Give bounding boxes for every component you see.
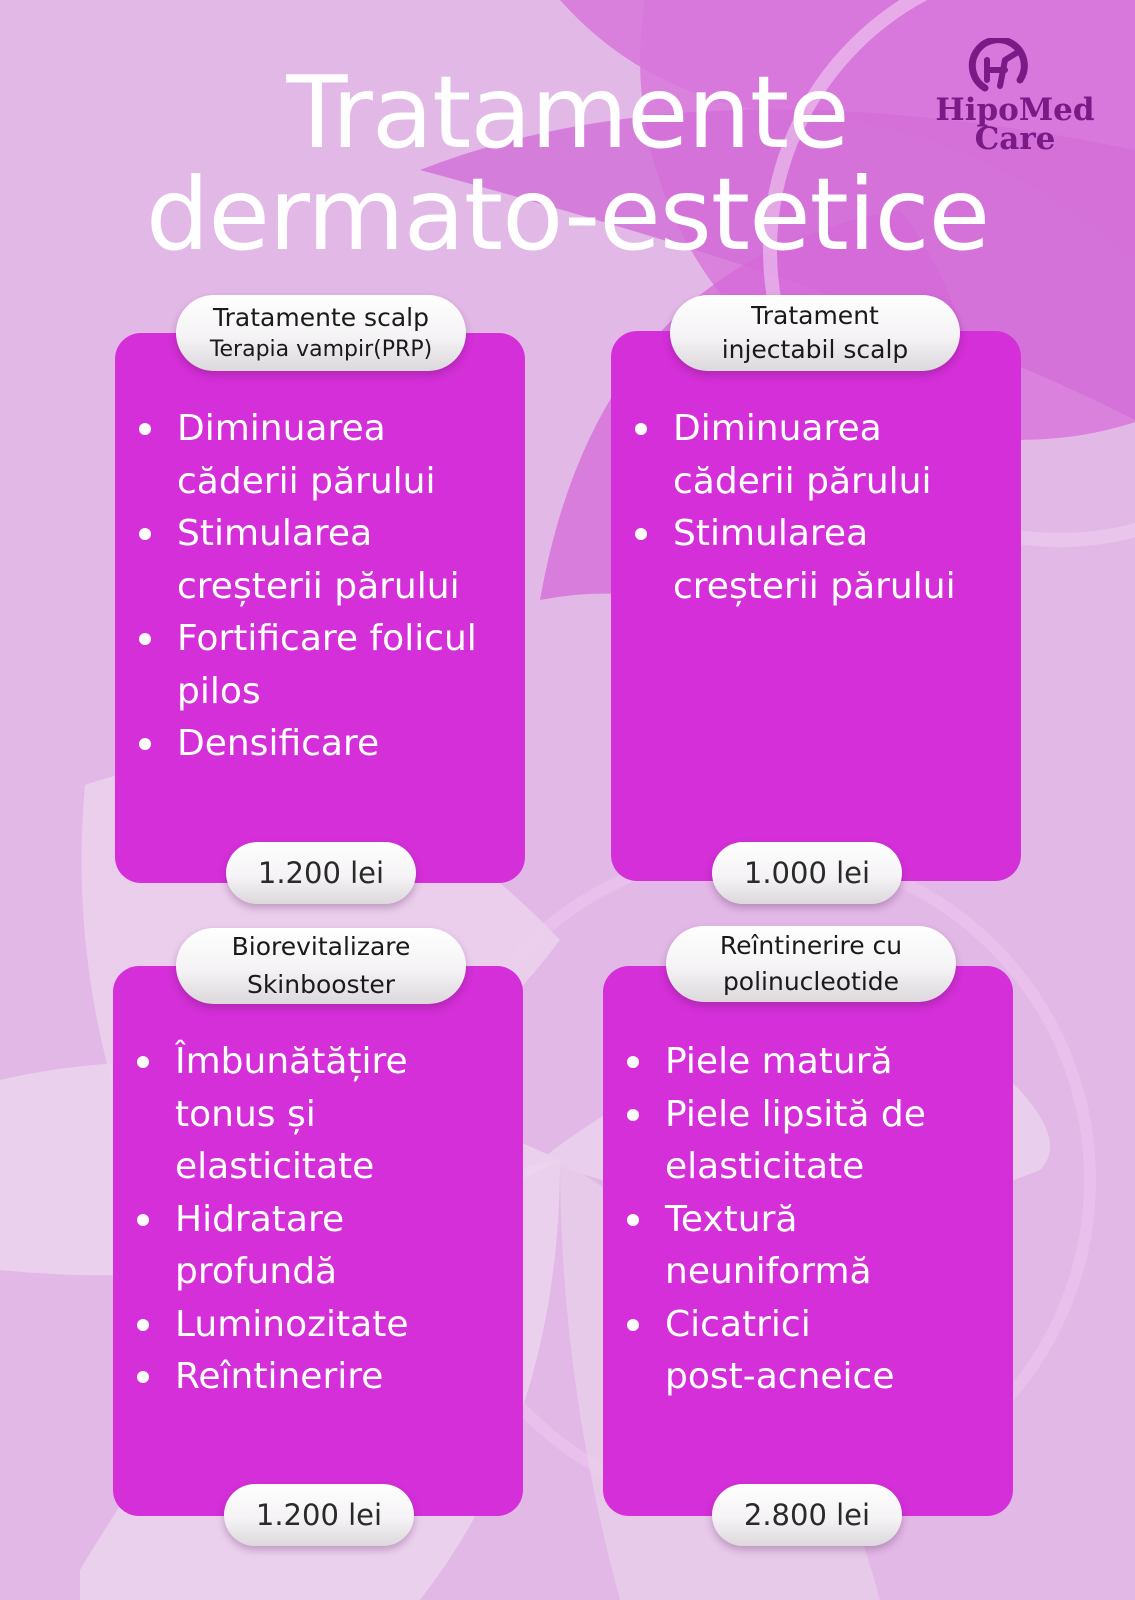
list-item-line: elasticitate — [665, 1146, 865, 1187]
bullet-icon — [139, 528, 151, 540]
card-header-line-2: Terapia vampir(PRP) — [209, 337, 433, 362]
list-item-line: Diminuarea — [177, 408, 386, 449]
list-item — [603, 1194, 1003, 1299]
list-item-line: Luminozitate — [175, 1303, 409, 1345]
list-item-line: Cicatrici — [665, 1303, 811, 1345]
bullet-icon — [635, 528, 647, 540]
list-item — [113, 1299, 513, 1352]
price-label: 1.200 lei — [255, 1498, 383, 1532]
list-item — [115, 403, 515, 508]
logo-text-line-2: Care — [974, 121, 1056, 157]
list-item-line: neuniformă — [665, 1251, 872, 1292]
list-item-line: creșterii părului — [177, 565, 460, 607]
bullet-icon — [139, 423, 151, 435]
bullet-icon — [137, 1371, 149, 1383]
list-item-line: căderii părului — [673, 460, 932, 502]
bullet-icon — [627, 1214, 639, 1226]
bullet-icon — [137, 1319, 149, 1331]
benefits-list — [113, 1036, 513, 1404]
list-item-line: creșterii părului — [673, 565, 956, 607]
card-header-line-2: Skinbooster — [246, 970, 396, 999]
hipomed-logo-icon — [930, 38, 1100, 98]
title-line-1: Tratamente — [286, 54, 849, 171]
list-item-line: căderii părului — [177, 460, 436, 502]
benefits-list — [611, 403, 1011, 613]
card-header-line-2: injectabil scalp — [721, 335, 909, 364]
list-item — [603, 1299, 1003, 1404]
list-item-line: Stimularea — [673, 513, 869, 554]
list-item — [115, 508, 515, 613]
card-header-line-1: Tratamente scalp — [213, 303, 429, 332]
price-badge — [226, 842, 416, 904]
bullet-icon — [635, 423, 647, 435]
treatment-card — [113, 966, 523, 1516]
bullet-icon — [627, 1109, 639, 1121]
card-header-line-1: Reîntinerire cu — [719, 931, 903, 960]
bullet-icon — [627, 1056, 639, 1068]
list-item-line: post-acneice — [665, 1356, 895, 1397]
list-item-line: Fortificare folicul — [177, 618, 477, 659]
card-header-badge — [176, 928, 466, 1004]
card-header-badge — [666, 926, 956, 1002]
list-item — [611, 508, 1011, 613]
list-item-line: Piele matură — [665, 1041, 893, 1082]
treatment-card — [603, 966, 1013, 1516]
benefits-list — [115, 403, 515, 771]
treatment-card — [115, 333, 525, 883]
list-item-line: Densificare — [177, 723, 380, 764]
bullet-icon — [139, 633, 151, 645]
logo-text — [930, 92, 1100, 157]
benefits-list — [603, 1036, 1003, 1404]
list-item-line: Piele lipsită de — [665, 1093, 926, 1135]
bullet-icon — [137, 1056, 149, 1068]
list-item — [603, 1036, 1003, 1089]
list-item-line: Reîntinerire — [175, 1356, 384, 1397]
list-item-line: Hidratare — [175, 1198, 345, 1240]
price-label: 2.800 lei — [743, 1498, 871, 1532]
price-label: 1.000 lei — [743, 856, 871, 890]
list-item — [113, 1036, 513, 1194]
list-item — [113, 1194, 513, 1299]
logo — [930, 38, 1100, 158]
list-item — [115, 613, 515, 718]
bullet-icon — [627, 1319, 639, 1331]
list-item-line: Diminuarea — [673, 408, 882, 449]
card-header-line-1: Tratament — [751, 301, 879, 330]
card-header-badge — [176, 295, 466, 371]
list-item — [611, 403, 1011, 508]
bullet-icon — [139, 738, 151, 750]
list-item-line: Stimularea — [177, 513, 373, 554]
card-header-badge — [670, 295, 960, 371]
list-item-line: profundă — [175, 1251, 338, 1292]
list-item-line: tonus și — [175, 1093, 316, 1135]
list-item-line: elasticitate — [175, 1146, 375, 1187]
title-line-2: dermato-estetice — [145, 156, 990, 273]
list-item — [603, 1089, 1003, 1194]
list-item — [115, 718, 515, 771]
card-header-line-2: polinucleotide — [722, 967, 900, 996]
card-header-line-1: Biorevitalizare — [231, 932, 411, 961]
logo-text-line-1: HipoMed — [935, 92, 1095, 128]
price-badge — [224, 1484, 414, 1546]
list-item — [113, 1351, 513, 1404]
list-item-line: Textură — [665, 1198, 798, 1240]
price-label: 1.200 lei — [257, 856, 385, 890]
list-item-line: pilos — [177, 670, 261, 712]
price-badge — [712, 1484, 902, 1546]
treatment-card — [611, 331, 1021, 881]
bullet-icon — [137, 1214, 149, 1226]
list-item-line: Îmbunătățire — [175, 1041, 408, 1082]
price-badge — [712, 842, 902, 904]
